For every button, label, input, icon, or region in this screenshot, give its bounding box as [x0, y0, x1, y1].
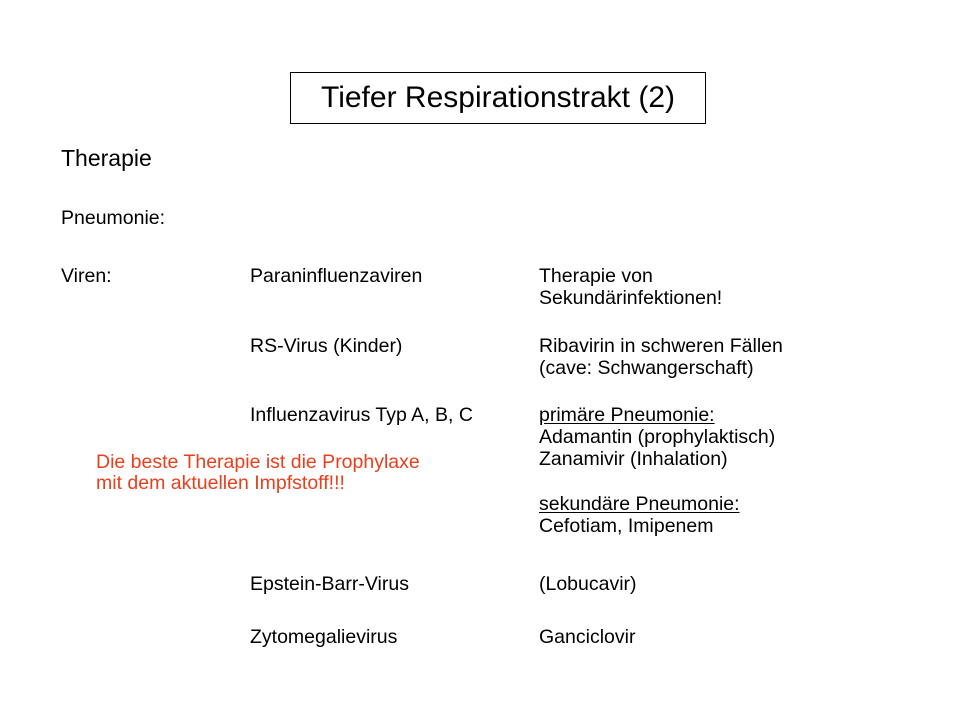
therapy-line: Ribavirin in schweren Fällen — [539, 335, 783, 357]
viren-label: Viren: — [61, 265, 112, 287]
warning-line: mit dem aktuellen Impfstoff!!! — [96, 472, 345, 494]
prophylaxis-warning — [96, 452, 420, 494]
therapy-line: (cave: Schwangerschaft) — [539, 357, 754, 379]
subheading-pneumonie: Pneumonie: — [61, 207, 166, 229]
virus-influenza: Influenzavirus Typ A, B, C — [250, 404, 473, 426]
primary-pneumonia-label: primäre Pneumonie: — [539, 404, 715, 426]
virus-paraninfluenza: Paraninfluenzaviren — [250, 265, 423, 287]
warning-line: Die beste Therapie ist die Prophylaxe — [96, 451, 420, 473]
secondary-pneumonia-label: sekundäre Pneumonie: — [539, 493, 740, 515]
therapy-line: Therapie von — [539, 265, 653, 287]
therapy-influenza — [539, 404, 775, 537]
section-heading: Therapie — [61, 145, 152, 171]
virus-rs: RS-Virus (Kinder) — [250, 335, 403, 357]
therapy-line: Sekundärinfektionen! — [539, 287, 723, 309]
therapy-epstein-barr: (Lobucavir) — [539, 573, 637, 595]
virus-zytomegalie: Zytomegalievirus — [250, 626, 398, 648]
therapy-line: Zanamivir (Inhalation) — [539, 448, 728, 470]
slide-title-box — [290, 72, 706, 124]
therapy-line: Cefotiam, Imipenem — [539, 515, 714, 537]
therapy-line: Adamantin (prophylaktisch) — [539, 426, 776, 448]
therapy-paraninfluenza — [539, 265, 722, 309]
therapy-zytomegalie: Ganciclovir — [539, 626, 636, 648]
therapy-rs — [539, 335, 783, 379]
slide-title: Tiefer Respirationstrakt (2) — [321, 81, 675, 114]
virus-epstein-barr: Epstein-Barr-Virus — [250, 573, 409, 595]
